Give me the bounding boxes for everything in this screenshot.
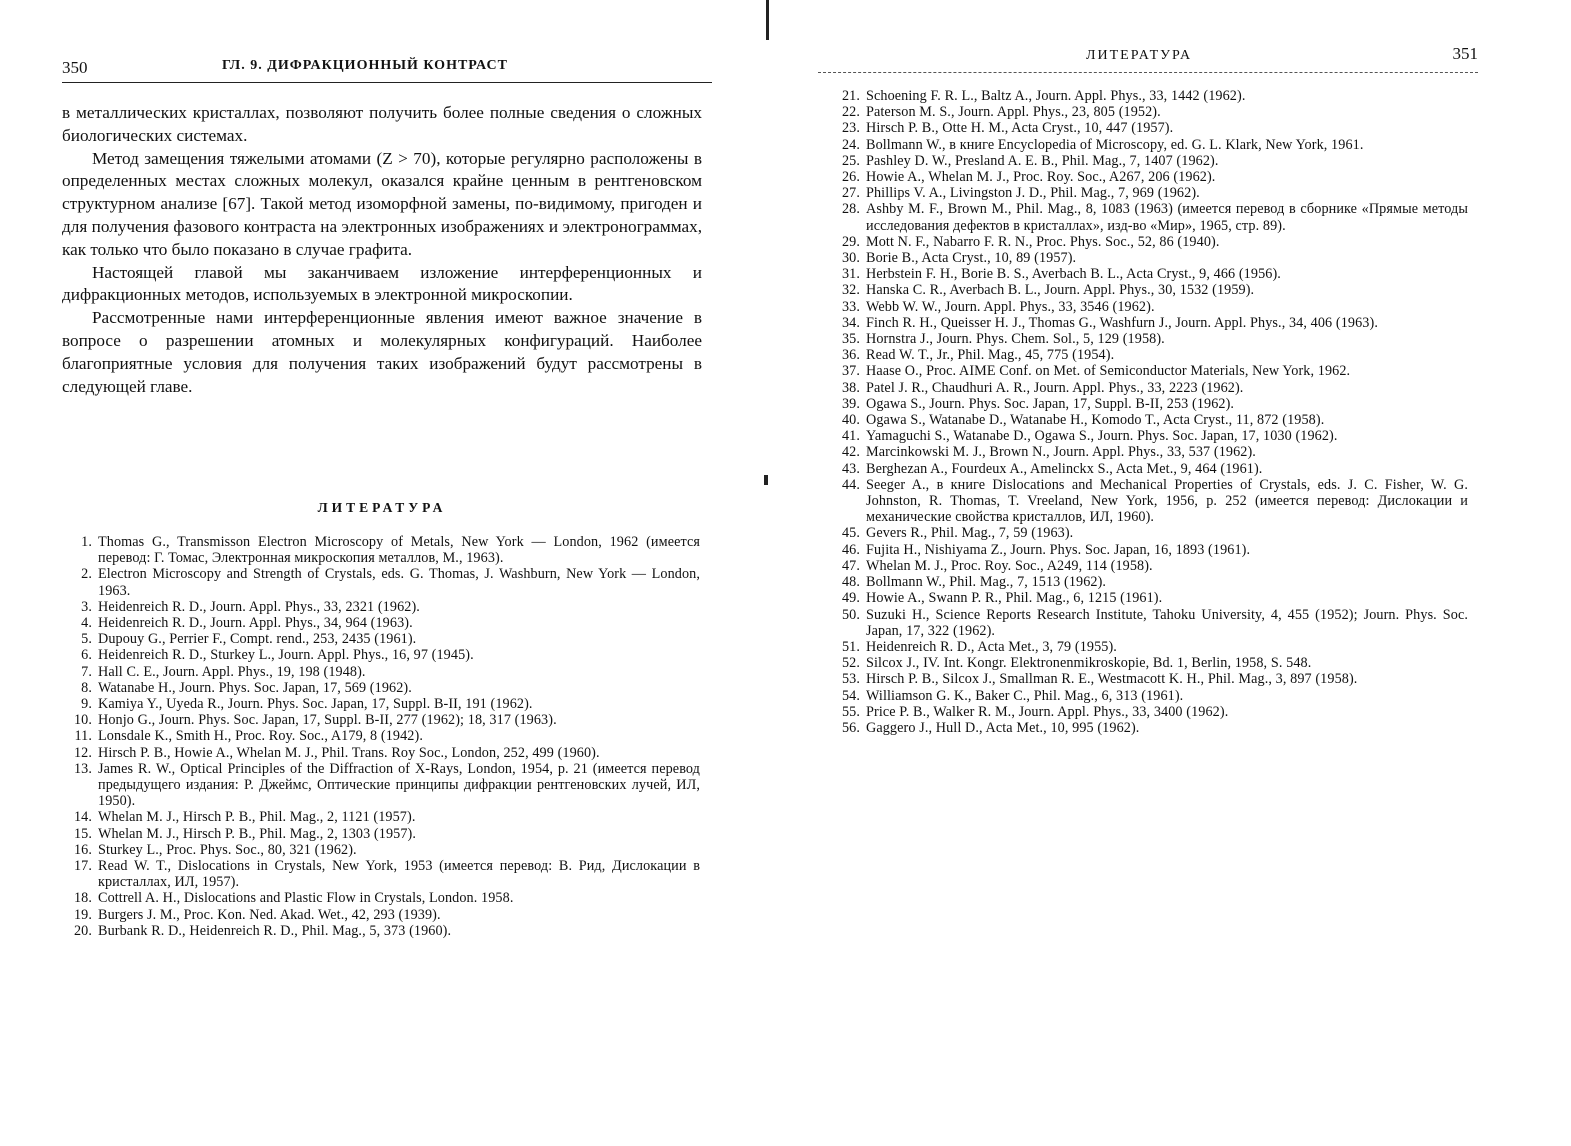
reference-number: 46.: [841, 541, 860, 558]
page-number: 351: [1452, 44, 1478, 63]
reference-item: [828, 120, 1468, 136]
left-page: [0, 0, 760, 1146]
body-text: [62, 102, 702, 398]
reference-item: [828, 234, 1468, 250]
right-page-header: [818, 46, 1478, 73]
reference-number: 29.: [841, 233, 860, 250]
reference-text: Hall C. E., Journ. Appl. Phys., 19, 198 (1948).: [98, 663, 366, 680]
reference-item: [828, 525, 1468, 541]
page-number: 350: [62, 58, 88, 77]
reference-item: [828, 688, 1468, 704]
reference-number: 17.: [73, 858, 92, 875]
reference-text: Suzuki H., Science Reports Research Institute, Tahoku University, 4, 455 (1952); Journ. Phys. Soc. Japan, 17, 322 (1962).: [866, 606, 1468, 639]
reference-text: Finch R. H., Queisser H. J., Thomas G., Washfurn J., Journ. Appl. Phys., 34, 406 (1963).: [866, 314, 1378, 331]
reference-text: Cottrell A. H., Dislocations and Plastic Flow in Crystals, London. 1958.: [98, 890, 514, 907]
reference-item: [828, 104, 1468, 120]
reference-list: [828, 88, 1468, 736]
reference-text: Thomas G., Transmisson Electron Microscopy of Metals, New York — London, 1962 (имеется перевод: Г. Томас, Электронная микроскопия металлов, М., 1963).: [98, 534, 700, 567]
reference-item: [828, 396, 1468, 412]
reference-number: 54.: [841, 687, 860, 704]
reference-text: Pashley D. W., Presland A. E. B., Phil. Mag., 7, 1407 (1962).: [866, 152, 1219, 169]
reference-number: 41.: [841, 428, 860, 445]
reference-text: Bollmann W., Phil. Mag., 7, 1513 (1962).: [866, 574, 1107, 591]
reference-number: 9.: [81, 696, 92, 713]
reference-number: 13.: [73, 760, 92, 777]
reference-text: Hornstra J., Journ. Phys. Chem. Sol., 5, 129 (1958).: [866, 331, 1165, 348]
reference-text: Hirsch P. B., Howie A., Whelan M. J., Phil. Trans. Roy Soc., London, 252, 499 (1960).: [98, 744, 600, 761]
reference-text: Bollmann W., в книге Encyclopedia of Microscopy, ed. G. L. Klark, New York, 1961.: [866, 136, 1364, 153]
reference-number: 47.: [841, 557, 860, 574]
reference-text: Howie A., Swann P. R., Phil. Mag., 6, 1215 (1961).: [866, 590, 1163, 607]
reference-number: 2.: [81, 566, 92, 583]
reference-text: James R. W., Optical Principles of the Diffraction of X-Rays, London, 1954, p. 21 (имеется перевод предыдущего издания: Р. Джеймс, Оптические принципы дифракции рентгеновских лучей, ИЛ, 1950).: [98, 760, 700, 810]
reference-number: 18.: [73, 890, 92, 907]
reference-text: Howie A., Whelan M. J., Proc. Roy. Soc., A267, 206 (1962).: [866, 169, 1216, 186]
reference-item: [60, 745, 700, 761]
reference-item: [828, 380, 1468, 396]
reference-text: Ashby M. F., Brown M., Phil. Mag., 8, 1083 (1963) (имеется перевод в сборнике «Прямые методы исследования дефектов в кристаллах», изд-во «Мир», 1965, стр. 89).: [866, 201, 1468, 234]
reference-item: [828, 428, 1468, 444]
reference-number: 37.: [841, 363, 860, 380]
reference-number: 1.: [81, 534, 92, 550]
reference-number: 31.: [841, 266, 860, 283]
reference-item: [828, 201, 1468, 233]
reference-item: [828, 331, 1468, 347]
reference-text: Hirsch P. B., Silcox J., Smallman R. E., Westmacott K. H., Phil. Mag., 3, 897 (1958).: [866, 671, 1358, 688]
reference-text: Heidenreich R. D., Journ. Appl. Phys., 33, 2321 (1962).: [98, 598, 420, 615]
reference-number: 27.: [841, 185, 860, 202]
reference-item: [828, 282, 1468, 298]
reference-text: Ogawa S., Journ. Phys. Soc. Japan, 17, Suppl. B-II, 253 (1962).: [866, 395, 1235, 412]
reference-number: 14.: [73, 809, 92, 826]
reference-text: Haase O., Proc. AIME Conf. on Met. of Semiconductor Materials, New York, 1962.: [866, 363, 1351, 380]
reference-text: Seeger A., в книге Dislocations and Mechanical Properties of Crystals, eds. J. C. Fisher, W. G. Johnston, R. Thomas, T. Vreeland, New York, 1956, p. 252 (имеется перевод: Дислокации и механические свойства кристаллов, ИЛ, 1960).: [866, 476, 1468, 526]
reference-text: Watanabe H., Journ. Phys. Soc. Japan, 17, 569 (1962).: [98, 679, 412, 696]
reference-number: 15.: [73, 825, 92, 842]
left-page-header: [62, 56, 712, 83]
reference-text: Price P. B., Walker R. M., Journ. Appl. Phys., 33, 3400 (1962).: [866, 703, 1229, 720]
reference-item: [828, 347, 1468, 363]
reference-text: Phillips V. A., Livingston J. D., Phil. Mag., 7, 969 (1962).: [866, 185, 1200, 202]
reference-item: [828, 153, 1468, 169]
reference-text: Ogawa S., Watanabe D., Watanabe H., Komodo T., Acta Cryst., 11, 872 (1958).: [866, 412, 1325, 429]
reference-number: 42.: [841, 444, 860, 461]
reference-number: 33.: [841, 298, 860, 315]
reference-item: [60, 907, 700, 923]
reference-number: 5.: [81, 631, 92, 648]
reference-item: [828, 574, 1468, 590]
reference-item: [60, 923, 700, 939]
paragraph: Рассмотренные нами интерференционные явления имеют важное значение в вопросе о разрешении атомных и молекулярных конфигураций. Наиболее благоприятные условия для получения таких изображений будут рассмотрены в следующей главе.: [62, 308, 702, 396]
reference-item: [60, 664, 700, 680]
reference-number: 35.: [841, 331, 860, 348]
right-page: [790, 0, 1571, 1146]
reference-number: 10.: [73, 712, 92, 729]
reference-item: [828, 461, 1468, 477]
reference-number: 23.: [841, 120, 860, 137]
reference-item: [828, 88, 1468, 104]
paragraph: Метод замещения тяжелыми атомами (Z > 70), которые регулярно расположены в определенных местах сложных молекул, оказался крайне ценным в рентгеновском структурном анализе [67]. Такой метод изоморфной замены, по-видимому, пригоден и для получения фазового контраста на электронных изображениях и электронограммах, как только что было показано в случае графита.: [62, 148, 702, 259]
reference-text: Lonsdale K., Smith H., Proc. Roy. Soc., A179, 8 (1942).: [98, 728, 423, 745]
reference-item: [60, 566, 700, 598]
reference-text: Silcox J., IV. Int. Kongr. Elektronenmikroskopie, Bd. 1, Berlin, 1958, S. 548.: [866, 655, 1312, 672]
reference-text: Burgers J. M., Proc. Kon. Ned. Akad. Wet., 42, 293 (1939).: [98, 906, 441, 923]
reference-number: 56.: [841, 719, 860, 736]
reference-text: Paterson M. S., Journ. Appl. Phys., 23, 805 (1952).: [866, 104, 1161, 121]
reference-number: 50.: [841, 606, 860, 623]
reference-number: 51.: [841, 638, 860, 655]
reference-number: 44.: [841, 476, 860, 493]
reference-number: 39.: [841, 395, 860, 412]
reference-item: [60, 631, 700, 647]
reference-number: 26.: [841, 169, 860, 186]
reference-text: Hanska C. R., Averbach B. L., Journ. Appl. Phys., 30, 1532 (1959).: [866, 282, 1255, 299]
reference-item: [828, 655, 1468, 671]
reference-number: 36.: [841, 347, 860, 364]
reference-item: [828, 590, 1468, 606]
reference-item: [828, 169, 1468, 185]
reference-text: Read W. T., Dislocations in Crystals, New York, 1953 (имеется перевод: В. Рид, Дислокации в кристаллах, ИЛ, 1957).: [98, 858, 700, 891]
reference-item: [60, 890, 700, 906]
reference-text: Schoening F. R. L., Baltz A., Journ. Appl. Phys., 33, 1442 (1962).: [866, 88, 1246, 104]
reference-item: [828, 444, 1468, 460]
reference-number: 49.: [841, 590, 860, 607]
reference-text: Honjo G., Journ. Phys. Soc. Japan, 17, Suppl. B-II, 277 (1962); 18, 317 (1963).: [98, 712, 557, 729]
reference-number: 16.: [73, 841, 92, 858]
reference-number: 48.: [841, 574, 860, 591]
reference-text: Gaggero J., Hull D., Acta Met., 10, 995 (1962).: [866, 719, 1140, 736]
reference-item: [828, 299, 1468, 315]
reference-item: [828, 542, 1468, 558]
reference-text: Williamson G. K., Baker C., Phil. Mag., 6, 313 (1961).: [866, 687, 1184, 704]
reference-number: 19.: [73, 906, 92, 923]
reference-item: [828, 363, 1468, 379]
reference-text: Dupouy G., Perrier F., Compt. rend., 253, 2435 (1961).: [98, 631, 417, 648]
reference-item: [828, 639, 1468, 655]
reference-text: Herbstein F. H., Borie B. S., Averbach B. L., Acta Cryst., 9, 466 (1956).: [866, 266, 1281, 283]
reference-item: [60, 809, 700, 825]
reference-text: Patel J. R., Chaudhuri A. R., Journ. Appl. Phys., 33, 2223 (1962).: [866, 379, 1244, 396]
reference-item: [828, 704, 1468, 720]
reference-text: Heidenreich R. D., Journ. Appl. Phys., 34, 964 (1963).: [98, 615, 413, 632]
reference-text: Read W. T., Jr., Phil. Mag., 45, 775 (1954).: [866, 347, 1115, 364]
reference-list: [60, 534, 700, 939]
reference-number: 32.: [841, 282, 860, 299]
reference-text: Borie B., Acta Cryst., 10, 89 (1957).: [866, 250, 1077, 267]
reference-item: [60, 858, 700, 890]
reference-text: Hirsch P. B., Otte H. M., Acta Cryst., 10, 447 (1957).: [866, 120, 1174, 137]
reference-item: [60, 599, 700, 615]
reference-number: 25.: [841, 152, 860, 169]
reference-number: 52.: [841, 655, 860, 672]
reference-number: 45.: [841, 525, 860, 542]
reference-number: 3.: [81, 598, 92, 615]
reference-number: 7.: [81, 663, 92, 680]
reference-item: [60, 712, 700, 728]
reference-item: [828, 266, 1468, 282]
reference-number: 55.: [841, 703, 860, 720]
reference-item: [828, 137, 1468, 153]
reference-item: [828, 477, 1468, 526]
reference-item: [828, 315, 1468, 331]
reference-number: 11.: [74, 728, 92, 745]
reference-text: Mott N. F., Nabarro F. R. N., Proc. Phys. Soc., 52, 86 (1940).: [866, 233, 1220, 250]
reference-item: [60, 696, 700, 712]
reference-item: [828, 720, 1468, 736]
reference-text: Whelan M. J., Hirsch P. B., Phil. Mag., 2, 1303 (1957).: [98, 825, 417, 842]
reference-item: [60, 534, 700, 566]
reference-item: [828, 412, 1468, 428]
reference-number: 28.: [841, 201, 860, 218]
reference-item: [60, 761, 700, 810]
reference-number: 12.: [73, 744, 92, 761]
gutter-mark: [766, 0, 769, 40]
reference-item: [60, 680, 700, 696]
reference-item: [828, 671, 1468, 687]
reference-item: [60, 728, 700, 744]
paragraph: в металлических кристаллах, позволяют получить более полные сведения о сложных биологических системах.: [62, 103, 702, 145]
reference-item: [828, 185, 1468, 201]
reference-number: 20.: [73, 922, 92, 939]
reference-item: [828, 558, 1468, 574]
reference-number: 22.: [841, 104, 860, 121]
gutter-mark: [764, 475, 768, 485]
reference-text: Whelan M. J., Proc. Roy. Soc., A249, 114 (1958).: [866, 557, 1153, 574]
reference-item: [828, 607, 1468, 639]
reference-number: 38.: [841, 379, 860, 396]
reference-number: 34.: [841, 314, 860, 331]
reference-number: 43.: [841, 460, 860, 477]
paragraph: Настоящей главой мы заканчиваем изложение интерференционных и дифракционных методов, используемых в электронной микроскопии.: [62, 262, 702, 305]
reference-number: 8.: [81, 679, 92, 696]
running-title: ЛИТЕРАТУРА: [1086, 48, 1193, 63]
reference-text: Kamiya Y., Uyeda R., Journ. Phys. Soc. Japan, 17, Suppl. B-II, 191 (1962).: [98, 696, 533, 713]
reference-text: Webb W. W., Journ. Appl. Phys., 33, 3546 (1962).: [866, 298, 1155, 315]
reference-text: Whelan M. J., Hirsch P. B., Phil. Mag., 2, 1121 (1957).: [98, 809, 416, 826]
reference-item: [60, 615, 700, 631]
reference-item: [60, 826, 700, 842]
reference-number: 40.: [841, 412, 860, 429]
reference-text: Heidenreich R. D., Sturkey L., Journ. Appl. Phys., 16, 97 (1945).: [98, 647, 474, 664]
reference-number: 4.: [81, 615, 92, 632]
references-heading: ЛИТЕРАТУРА: [317, 500, 447, 515]
running-title: ГЛ. 9. ДИФРАКЦИОННЫЙ КОНТРАСТ: [222, 58, 508, 73]
reference-text: Marcinkowski M. J., Brown N., Journ. Appl. Phys., 33, 537 (1962).: [866, 444, 1256, 461]
reference-text: Berghezan A., Fourdeux A., Amelinckx S., Acta Met., 9, 464 (1961).: [866, 460, 1263, 477]
reference-number: 30.: [841, 250, 860, 267]
reference-number: 53.: [841, 671, 860, 688]
reference-number: 24.: [841, 136, 860, 153]
reference-number: 6.: [81, 647, 92, 664]
reference-number: 21.: [841, 88, 860, 104]
reference-text: Burbank R. D., Heidenreich R. D., Phil. Mag., 5, 373 (1960).: [98, 922, 452, 939]
reference-text: Fujita H., Nishiyama Z., Journ. Phys. Soc. Japan, 16, 1893 (1961).: [866, 541, 1251, 558]
reference-text: Gevers R., Phil. Mag., 7, 59 (1963).: [866, 525, 1074, 542]
reference-text: Heidenreich R. D., Acta Met., 3, 79 (1955).: [866, 638, 1117, 655]
reference-item: [60, 647, 700, 663]
reference-text: Yamaguchi S., Watanabe D., Ogawa S., Journ. Phys. Soc. Japan, 17, 1030 (1962).: [866, 428, 1338, 445]
reference-item: [60, 842, 700, 858]
reference-text: Electron Microscopy and Strength of Crystals, eds. G. Thomas, J. Washburn, New York — London, 1963.: [98, 566, 700, 599]
reference-text: Sturkey L., Proc. Phys. Soc., 80, 321 (1962).: [98, 841, 357, 858]
reference-item: [828, 250, 1468, 266]
